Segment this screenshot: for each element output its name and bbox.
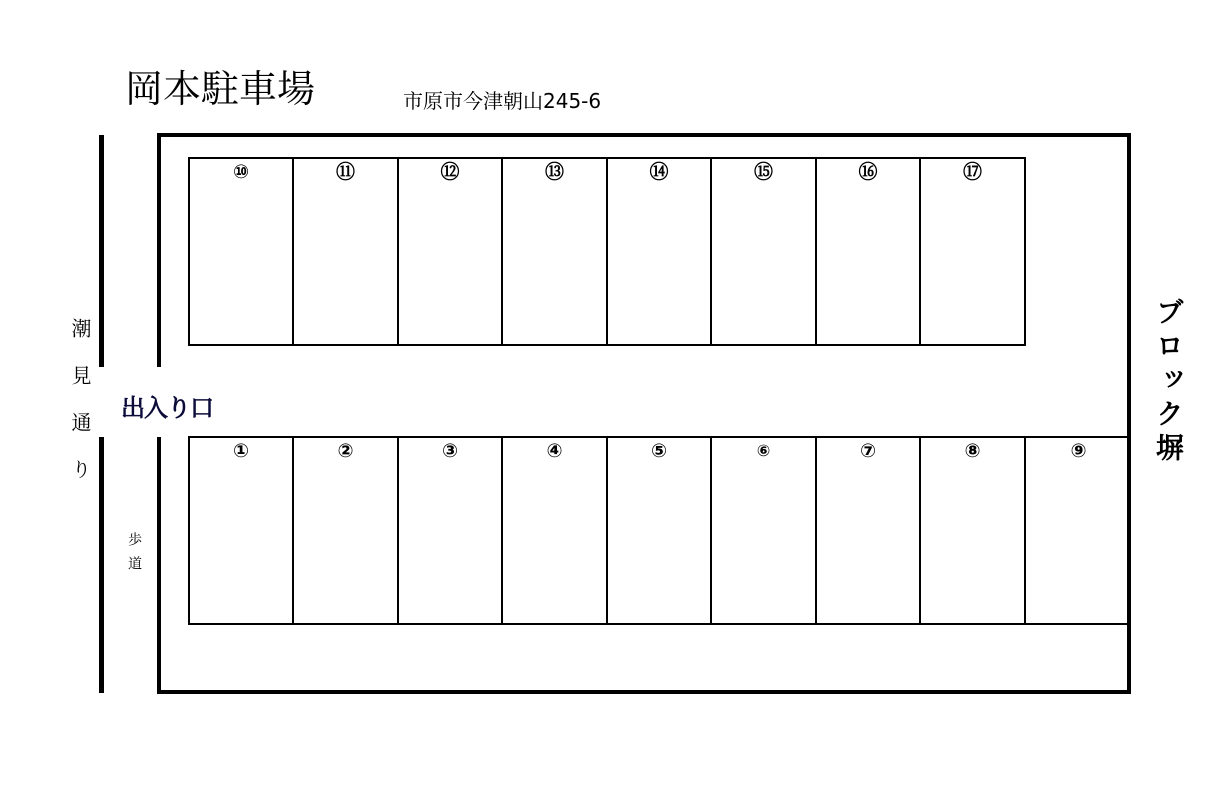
street-edge-lower xyxy=(99,437,104,693)
space-number: ⑨ xyxy=(1070,440,1087,462)
space-number: ⑤ xyxy=(650,440,668,462)
space-number: ② xyxy=(337,440,354,462)
lot-top-edge xyxy=(157,133,1131,137)
street-name-label: 潮見通り xyxy=(68,318,92,506)
parking-space[interactable] xyxy=(292,157,399,346)
space-number: ⑦ xyxy=(859,440,877,462)
parking-space[interactable] xyxy=(501,157,608,346)
space-number: ⑰ xyxy=(962,161,982,183)
block-wall-label: ブロック塀 xyxy=(1152,297,1185,467)
parking-space[interactable] xyxy=(188,157,294,346)
space-number: ④ xyxy=(546,440,563,462)
space-number: ⑧ xyxy=(964,440,981,462)
parking-space[interactable] xyxy=(919,157,1026,346)
parking-space[interactable] xyxy=(606,157,712,346)
parking-space[interactable] xyxy=(710,157,817,346)
space-number: ⑥ xyxy=(756,441,771,460)
parking-space[interactable] xyxy=(188,436,294,625)
parking-space[interactable] xyxy=(815,157,921,346)
space-number: ⑭ xyxy=(649,161,669,183)
parking-space[interactable] xyxy=(397,157,503,346)
space-number: ⑪ xyxy=(335,161,355,183)
space-number: ⑬ xyxy=(544,161,564,183)
parking-space[interactable] xyxy=(292,436,399,625)
lot-left-edge-upper xyxy=(157,133,161,367)
entrance-label: 出入り口 xyxy=(121,394,213,422)
space-number: ① xyxy=(232,440,250,462)
parking-space[interactable] xyxy=(919,436,1026,625)
parking-space[interactable] xyxy=(501,436,608,625)
space-number: ③ xyxy=(441,440,459,462)
parking-space[interactable] xyxy=(1024,436,1131,625)
parking-space[interactable] xyxy=(397,436,503,625)
parking-space[interactable] xyxy=(606,436,712,625)
sidewalk-label: 歩道 xyxy=(126,532,142,580)
page-title: 岡本駐車場 xyxy=(125,67,316,111)
address-label: 市原市今津朝山245-6 xyxy=(403,89,602,113)
space-number: ⑮ xyxy=(753,161,773,183)
parking-space[interactable] xyxy=(710,436,817,625)
lot-bottom-edge xyxy=(157,690,1131,694)
lot-left-edge-lower xyxy=(157,437,161,694)
space-number: ⑫ xyxy=(440,161,460,183)
street-edge-upper xyxy=(99,135,104,367)
space-number: ⑯ xyxy=(858,161,878,183)
space-number: ⑩ xyxy=(232,161,250,183)
parking-space[interactable] xyxy=(815,436,921,625)
